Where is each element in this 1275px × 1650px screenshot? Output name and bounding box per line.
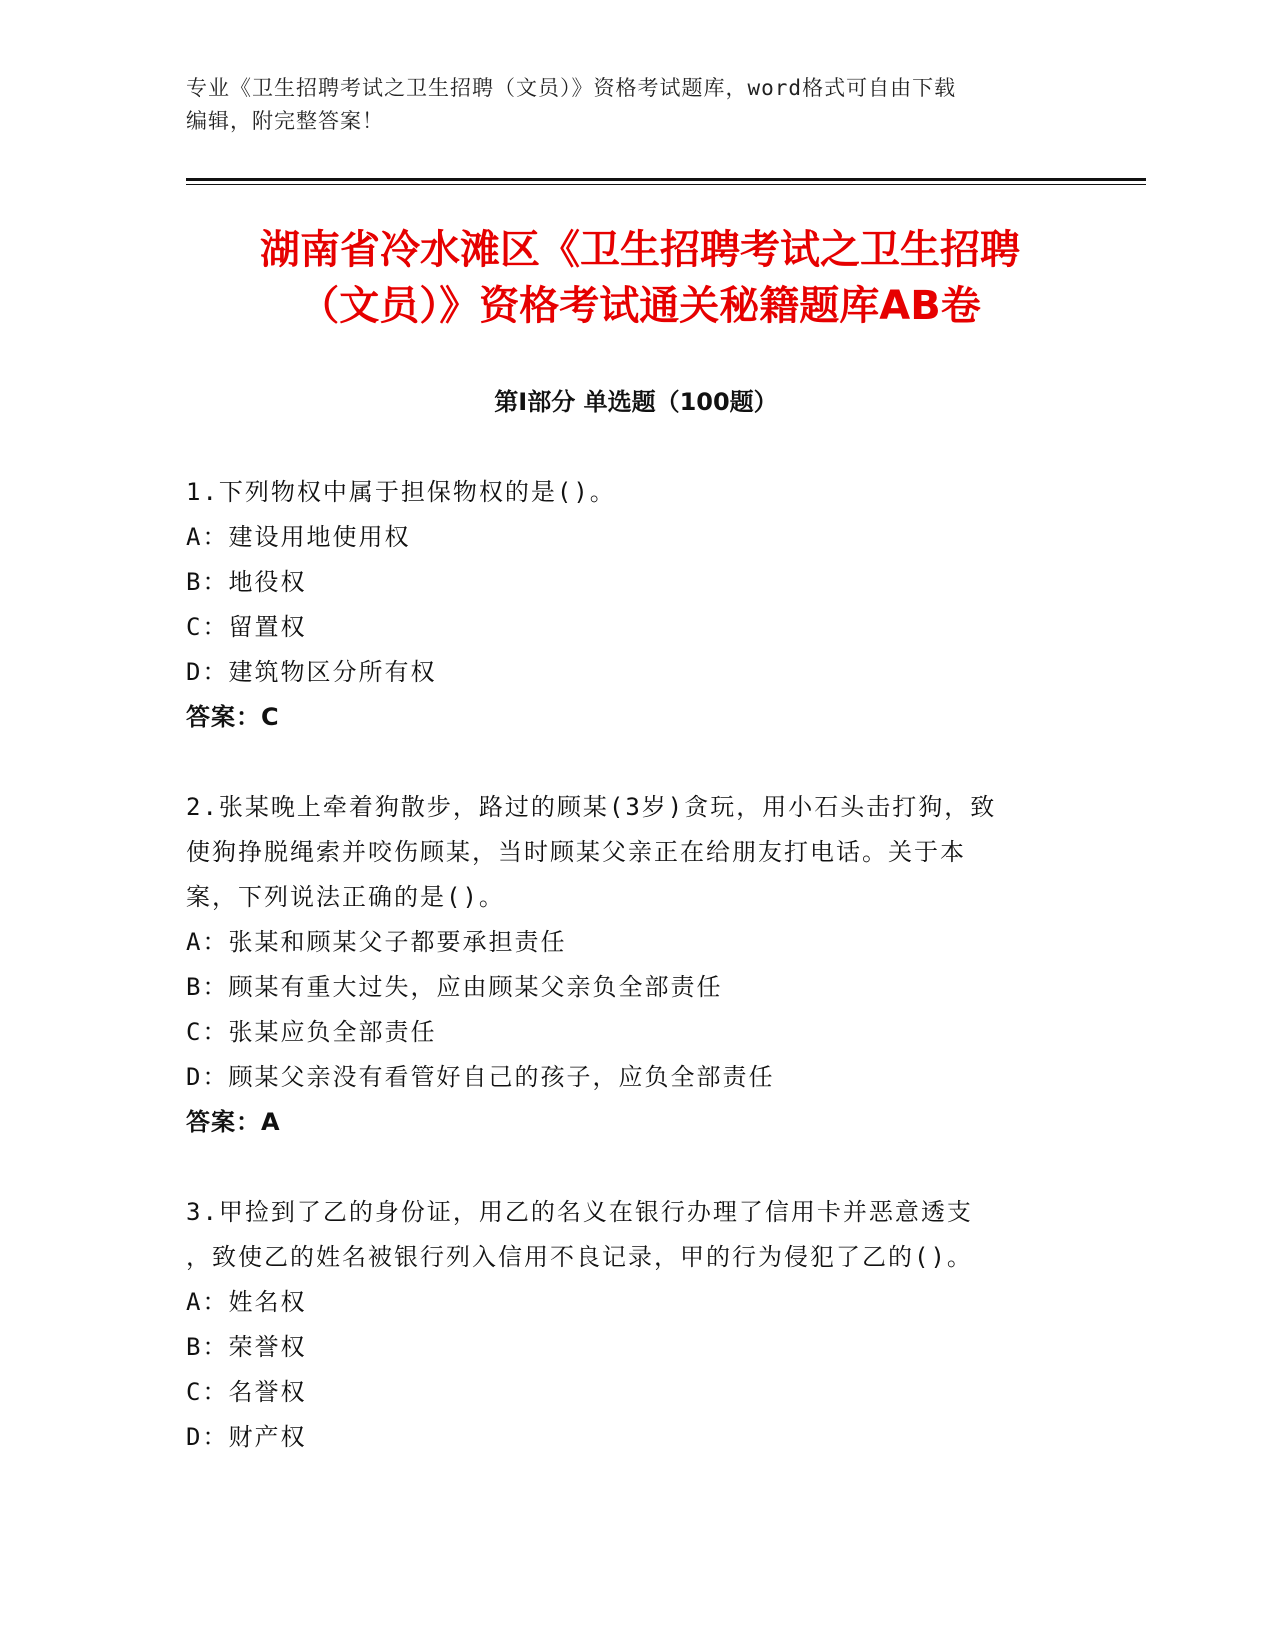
option-b: B：顾某有重大过失，应由顾某父亲负全部责任 (186, 973, 723, 1001)
question-2 (186, 785, 1086, 1145)
document-title (160, 222, 1120, 334)
option-a: A：姓名权 (186, 1288, 307, 1316)
header-divider-thin (186, 184, 1146, 185)
question-stem: 1.下列物权中属于担保物权的是()。 (186, 478, 616, 506)
header-note (186, 72, 1086, 138)
question-1 (186, 470, 1086, 740)
option-c: C：名誉权 (186, 1378, 307, 1406)
option-b: B：地役权 (186, 568, 307, 596)
question-stem-line-3: 案，下列说法正确的是()。 (186, 883, 505, 911)
option-c: C：张某应负全部责任 (186, 1018, 437, 1046)
option-b: B：荣誉权 (186, 1333, 307, 1361)
option-d: D：建筑物区分所有权 (186, 658, 437, 686)
header-note-line-2: 编辑，附完整答案！ (186, 109, 384, 133)
option-a: A：张某和顾某父子都要承担责任 (186, 928, 567, 956)
option-d: D：财产权 (186, 1423, 307, 1451)
header-divider-thick (186, 178, 1146, 181)
document-title-line-1: 湖南省冷水滩区《卫生招聘考试之卫生招聘 (260, 227, 1020, 273)
question-stem-line-2: ，致使乙的姓名被银行列入信用不良记录，甲的行为侵犯了乙的()。 (186, 1243, 973, 1271)
option-a: A：建设用地使用权 (186, 523, 411, 551)
option-c: C：留置权 (186, 613, 307, 641)
header-note-line-1: 专业《卫生招聘考试之卫生招聘（文员）》资格考试题库，word格式可自由下载 (186, 76, 957, 100)
answer: 答案：A (186, 1108, 281, 1136)
question-stem-line-1: 3.甲捡到了乙的身份证，用乙的名义在银行办理了信用卡并恶意透支 (186, 1198, 973, 1226)
document-title-line-2: （文员）》资格考试通关秘籍题库AB卷 (299, 283, 981, 329)
question-stem-line-1: 2.张某晚上牵着狗散步，路过的顾某(3岁)贪玩，用小石头击打狗，致 (186, 793, 997, 821)
answer: 答案：C (186, 703, 280, 731)
section-heading: 第I部分 单选题（100题） (494, 388, 778, 416)
question-3 (186, 1190, 1086, 1460)
option-d: D：顾某父亲没有看管好自己的孩子，应负全部责任 (186, 1063, 775, 1091)
question-stem-line-2: 使狗挣脱绳索并咬伤顾某，当时顾某父亲正在给朋友打电话。关于本 (186, 838, 966, 866)
